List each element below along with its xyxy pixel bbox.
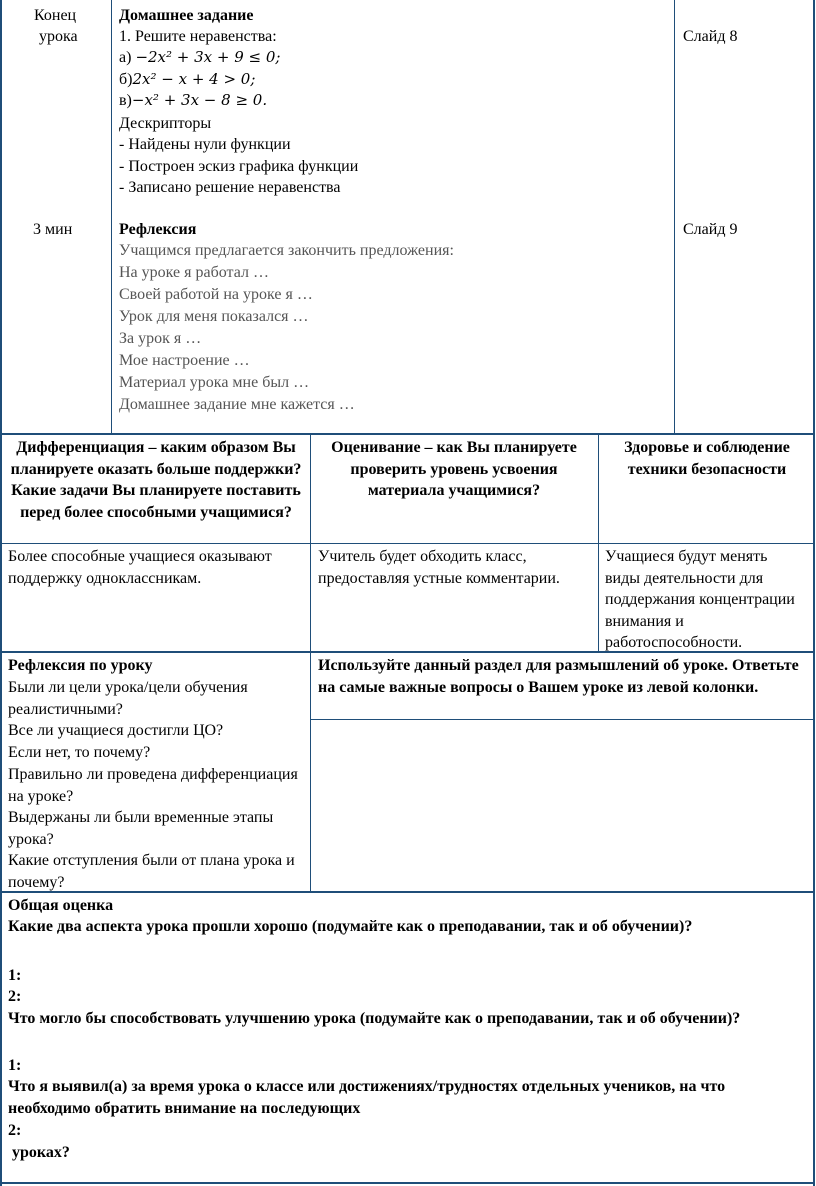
- health-safety-cell: Учащиеся будут менять виды деятельности для поддержания концентрации внимания и работоспособности.: [605, 548, 795, 652]
- descriptor-item: - Построен эскиз графика функции: [119, 158, 359, 175]
- reflection-line: Домашнее задание мне кажется …: [119, 396, 355, 413]
- reflection-question: Все ли учащиеся достигли ЦО?: [8, 722, 224, 739]
- summary-tail: уроках?: [8, 1144, 70, 1161]
- summary-question: Какие два аспекта урока прошли хорошо (подумайте как о преподавании, так и об обучении)?: [8, 918, 693, 935]
- descriptor-item: - Найдены нули функции: [119, 136, 291, 153]
- answer-number: 1:: [8, 967, 22, 984]
- answer-number: 2:: [8, 988, 22, 1005]
- reflection-line: Своей работой на уроке я …: [119, 286, 313, 303]
- time-label: Конец: [34, 7, 77, 24]
- reflection-line: За урок я …: [119, 330, 202, 347]
- math-expression: 2x² − x + 4 > 0;: [132, 70, 256, 88]
- reflection-instruction: Используйте данный раздел для размышлений об уроке. Ответьте на самые важные вопросы о Вашем уроке из левой колонки.: [318, 657, 799, 696]
- inequality-b: [119, 69, 255, 91]
- answer-number: 1:: [8, 1057, 22, 1074]
- math-expression: −x² + 3x − 8 ≥ 0.: [131, 91, 268, 109]
- reflection-line: Урок для меня показался …: [119, 308, 309, 325]
- descriptor-item: - Записано решение неравенства: [119, 179, 341, 196]
- item-prefix: в): [119, 92, 132, 109]
- reflection-line: Учащимся предлагается закончить предложения:: [119, 242, 454, 259]
- assessment-header: Оценивание – как Вы планируете проверить уровень усвоения материала учащимися?: [331, 439, 577, 500]
- summary-question: Что могло бы способствовать улучшению урока (подумайте как о преподавании, так и об обучении)?: [8, 1010, 741, 1027]
- math-expression: −2x² + 3x + 9 ≤ 0;: [135, 48, 281, 66]
- reflection-question: Если нет, то почему?: [8, 744, 151, 761]
- reflection-line: Мое настроение …: [119, 352, 250, 369]
- slide-label: Слайд 8: [683, 28, 738, 45]
- inequality-c: [119, 90, 267, 112]
- time-label: урока: [39, 28, 78, 45]
- summary-title: Общая оценка: [8, 897, 114, 914]
- homework-title: Домашнее задание: [119, 7, 254, 24]
- reflection-activity-title: Рефлексия: [119, 221, 197, 238]
- reflection-question: Были ли цели урока/цели обучения реалистичными?: [8, 679, 248, 718]
- item-prefix: а): [119, 49, 136, 66]
- reflection-line: Материал урока мне был …: [119, 374, 310, 391]
- homework-task: 1. Решите неравенства:: [119, 28, 277, 45]
- descriptors-title: Дескрипторы: [119, 115, 212, 132]
- reflection-line: На уроке я работал …: [119, 264, 269, 281]
- answer-number: 2:: [8, 1122, 22, 1139]
- time-label: 3 мин: [33, 221, 73, 238]
- health-safety-header: Здоровье и соблюдение техники безопасности: [624, 439, 790, 478]
- reflection-question: Какие отступления были от плана урока и почему?: [8, 852, 295, 891]
- lesson-reflection-title: Рефлексия по уроку: [8, 657, 153, 674]
- differentiation-cell: Более способные учащиеся оказывают поддержку одноклассникам.: [8, 548, 272, 587]
- item-prefix: б): [119, 71, 133, 88]
- inequality-a: [119, 47, 280, 69]
- differentiation-header: Дифференциация – каким образом Вы планируете оказать больше поддержки? Какие задачи Вы планируете поставить перед более способными учащимися?: [10, 439, 302, 521]
- assessment-cell: Учитель будет обходить класс, предоставляя устные комментарии.: [318, 548, 560, 587]
- summary-question: Что я выявил(а) за время урока о классе или достижениях/трудностях отдельных учеников, на что необходимо обратить внимание на последующих: [8, 1078, 726, 1117]
- slide-label: Слайд 9: [683, 221, 738, 238]
- reflection-question: Выдержаны ли были временные этапы урока?: [8, 809, 274, 848]
- reflection-question: Правильно ли проведена дифференциация на уроке?: [8, 766, 298, 805]
